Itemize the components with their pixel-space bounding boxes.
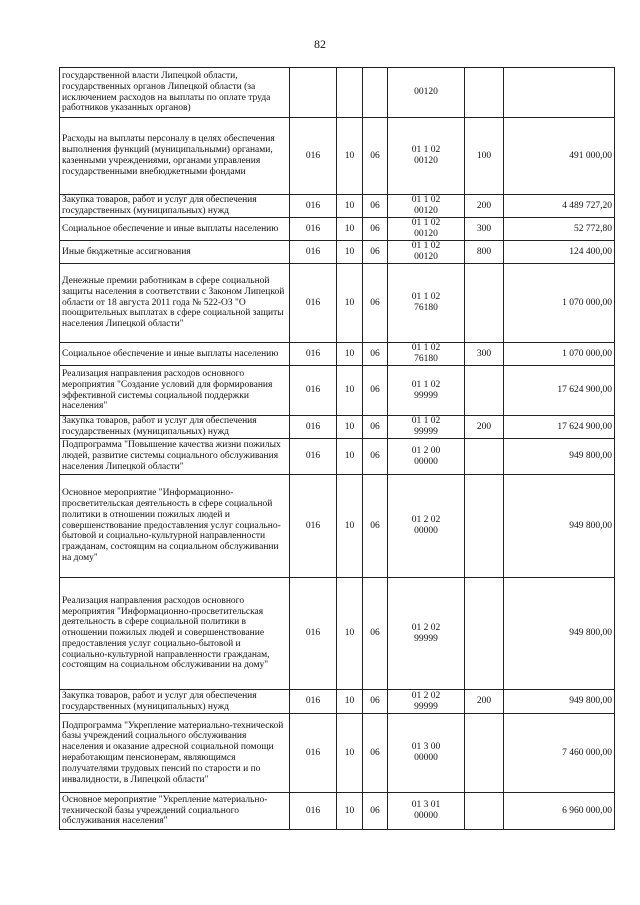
row-rz: 10 bbox=[337, 793, 363, 830]
row-gr: 016 bbox=[290, 793, 337, 830]
row-pr: 06 bbox=[363, 714, 388, 793]
row-csr: 01 2 02 99999 bbox=[388, 578, 465, 690]
row-vr: 200 bbox=[465, 690, 504, 714]
row-csr: 01 1 02 99999 bbox=[388, 416, 465, 439]
row-gr: 016 bbox=[290, 416, 337, 439]
row-rz: 10 bbox=[337, 241, 363, 264]
table-row bbox=[60, 690, 615, 714]
row-vr bbox=[465, 714, 504, 793]
row-sum: 6 960 000,00 bbox=[504, 793, 615, 830]
row-name: Социальное обеспечение и иные выплаты населению bbox=[60, 343, 290, 366]
row-sum: 4 489 727,20 bbox=[504, 195, 615, 218]
table-row bbox=[60, 416, 615, 439]
row-sum: 1 070 000,00 bbox=[504, 343, 615, 366]
row-rz: 10 bbox=[337, 118, 363, 195]
row-name: Основное мероприятие "Информационно-просветительская деятельность в сфере социальной политики в отношении пожилых людей и совершенствование предоставления услуг социально-бытовой и социально-культурной направленности гражданам, состоящим на социальном обслуживании на дому" bbox=[60, 475, 290, 578]
row-rz bbox=[337, 68, 363, 118]
row-vr: 300 bbox=[465, 343, 504, 366]
row-pr: 06 bbox=[363, 439, 388, 475]
row-rz: 10 bbox=[337, 218, 363, 241]
row-pr: 06 bbox=[363, 264, 388, 343]
row-vr bbox=[465, 793, 504, 830]
row-sum: 949 800,00 bbox=[504, 439, 615, 475]
row-vr bbox=[465, 264, 504, 343]
row-name: Социальное обеспечение и иные выплаты населению bbox=[60, 218, 290, 241]
row-name: Денежные премии работникам в сфере социальной защиты населения в соответствии с Законом Липецкой области от 18 августа 2011 года № 522-ОЗ "О поощрительных выплатах в сфере социальной защиты населения Липецкой области" bbox=[60, 264, 290, 343]
table-row bbox=[60, 578, 615, 690]
row-gr: 016 bbox=[290, 195, 337, 218]
table-row bbox=[60, 366, 615, 416]
row-sum: 52 772,80 bbox=[504, 218, 615, 241]
row-gr: 016 bbox=[290, 343, 337, 366]
row-pr: 06 bbox=[363, 118, 388, 195]
row-vr: 200 bbox=[465, 195, 504, 218]
row-csr: 01 3 00 00000 bbox=[388, 714, 465, 793]
row-name: Закупка товаров, работ и услуг для обеспечения государственных (муниципальных) нужд bbox=[60, 690, 290, 714]
row-vr: 300 bbox=[465, 218, 504, 241]
row-name: Подпрограмма "Повышение качества жизни пожилых людей, развитие системы социального обслуживания населения Липецкой области" bbox=[60, 439, 290, 475]
row-gr: 016 bbox=[290, 118, 337, 195]
table-row bbox=[60, 793, 615, 830]
row-gr: 016 bbox=[290, 578, 337, 690]
row-gr bbox=[290, 68, 337, 118]
row-sum: 17 624 900,00 bbox=[504, 366, 615, 416]
row-gr: 016 bbox=[290, 366, 337, 416]
row-csr: 01 2 02 00000 bbox=[388, 475, 465, 578]
row-rz: 10 bbox=[337, 475, 363, 578]
row-name: Закупка товаров, работ и услуг для обеспечения государственных (муниципальных) нужд bbox=[60, 195, 290, 218]
row-gr: 016 bbox=[290, 475, 337, 578]
row-sum: 17 624 900,00 bbox=[504, 416, 615, 439]
row-pr: 06 bbox=[363, 416, 388, 439]
row-rz: 10 bbox=[337, 690, 363, 714]
row-pr: 06 bbox=[363, 475, 388, 578]
row-name: государственной власти Липецкой области, государственных органов Липецкой области (за исключением расходов на выплаты по оплате труда работников указанных органов) bbox=[60, 68, 290, 118]
row-csr: 01 1 02 76180 bbox=[388, 343, 465, 366]
table-row bbox=[60, 714, 615, 793]
row-csr: 01 1 02 00120 bbox=[388, 195, 465, 218]
table-body bbox=[60, 68, 615, 830]
row-csr: 01 1 02 76180 bbox=[388, 264, 465, 343]
row-name: Подпрограмма "Укрепление материально-технической базы учреждений социального обслуживания населения и оказание адресной социальной помощи неработающим пенсионерам, являющимся получателями трудовых пенсий по старости и по инвалидности, в Липецкой области" bbox=[60, 714, 290, 793]
row-rz: 10 bbox=[337, 264, 363, 343]
row-vr: 100 bbox=[465, 118, 504, 195]
row-vr bbox=[465, 68, 504, 118]
table-row bbox=[60, 218, 615, 241]
row-sum: 7 460 000,00 bbox=[504, 714, 615, 793]
table-row bbox=[60, 241, 615, 264]
row-rz: 10 bbox=[337, 195, 363, 218]
row-sum: 949 800,00 bbox=[504, 475, 615, 578]
row-csr: 01 2 00 00000 bbox=[388, 439, 465, 475]
row-sum: 124 400,00 bbox=[504, 241, 615, 264]
row-rz: 10 bbox=[337, 416, 363, 439]
row-pr: 06 bbox=[363, 343, 388, 366]
row-name: Основное мероприятие "Укрепление материально-технической базы учреждений социального обслуживания населения" bbox=[60, 793, 290, 830]
row-sum: 1 070 000,00 bbox=[504, 264, 615, 343]
row-vr bbox=[465, 578, 504, 690]
row-csr: 00120 bbox=[388, 68, 465, 118]
table-row bbox=[60, 475, 615, 578]
row-pr: 06 bbox=[363, 195, 388, 218]
row-rz: 10 bbox=[337, 714, 363, 793]
row-gr: 016 bbox=[290, 690, 337, 714]
table-row bbox=[60, 343, 615, 366]
row-gr: 016 bbox=[290, 264, 337, 343]
row-pr: 06 bbox=[363, 218, 388, 241]
row-vr bbox=[465, 439, 504, 475]
row-csr: 01 3 01 00000 bbox=[388, 793, 465, 830]
row-csr: 01 2 02 99999 bbox=[388, 690, 465, 714]
row-rz: 10 bbox=[337, 578, 363, 690]
row-gr: 016 bbox=[290, 439, 337, 475]
table-row bbox=[60, 68, 615, 118]
table-row bbox=[60, 264, 615, 343]
row-pr: 06 bbox=[363, 366, 388, 416]
row-vr: 200 bbox=[465, 416, 504, 439]
table-row bbox=[60, 439, 615, 475]
row-rz: 10 bbox=[337, 343, 363, 366]
budget-table bbox=[59, 67, 615, 830]
row-name: Закупка товаров, работ и услуг для обеспечения государственных (муниципальных) нужд bbox=[60, 416, 290, 439]
row-vr bbox=[465, 475, 504, 578]
row-sum: 949 800,00 bbox=[504, 578, 615, 690]
row-gr: 016 bbox=[290, 218, 337, 241]
row-sum: 491 000,00 bbox=[504, 118, 615, 195]
row-name: Иные бюджетные ассигнования bbox=[60, 241, 290, 264]
row-vr: 800 bbox=[465, 241, 504, 264]
row-vr bbox=[465, 366, 504, 416]
row-csr: 01 1 02 00120 bbox=[388, 241, 465, 264]
page-number: 82 bbox=[314, 37, 326, 51]
row-gr: 016 bbox=[290, 241, 337, 264]
row-csr: 01 1 02 99999 bbox=[388, 366, 465, 416]
row-rz: 10 bbox=[337, 366, 363, 416]
row-pr: 06 bbox=[363, 690, 388, 714]
row-gr: 016 bbox=[290, 714, 337, 793]
row-pr: 06 bbox=[363, 241, 388, 264]
row-sum bbox=[504, 68, 615, 118]
row-pr bbox=[363, 68, 388, 118]
row-rz: 10 bbox=[337, 439, 363, 475]
table-row bbox=[60, 195, 615, 218]
row-pr: 06 bbox=[363, 578, 388, 690]
row-name: Расходы на выплаты персоналу в целях обеспечения выполнения функций (муниципальными) органами, казенными учреждениями, органами управления государственными внебюджетными фондами bbox=[60, 118, 290, 195]
row-name: Реализация направления расходов основного мероприятия "Информационно-просветительская деятельность в сфере социальной политики в отношении пожилых людей и совершенствование предоставления услуг социально-бытовой и социально-культурной направленности гражданам, состоящим на социальном обслуживании на дому" bbox=[60, 578, 290, 690]
row-sum: 949 800,00 bbox=[504, 690, 615, 714]
row-csr: 01 1 02 00120 bbox=[388, 118, 465, 195]
table-row bbox=[60, 118, 615, 195]
row-name: Реализация направления расходов основного мероприятия "Создание условий для формирования эффективной системы социальной поддержки населения" bbox=[60, 366, 290, 416]
row-csr: 01 1 02 00120 bbox=[388, 218, 465, 241]
row-pr: 06 bbox=[363, 793, 388, 830]
